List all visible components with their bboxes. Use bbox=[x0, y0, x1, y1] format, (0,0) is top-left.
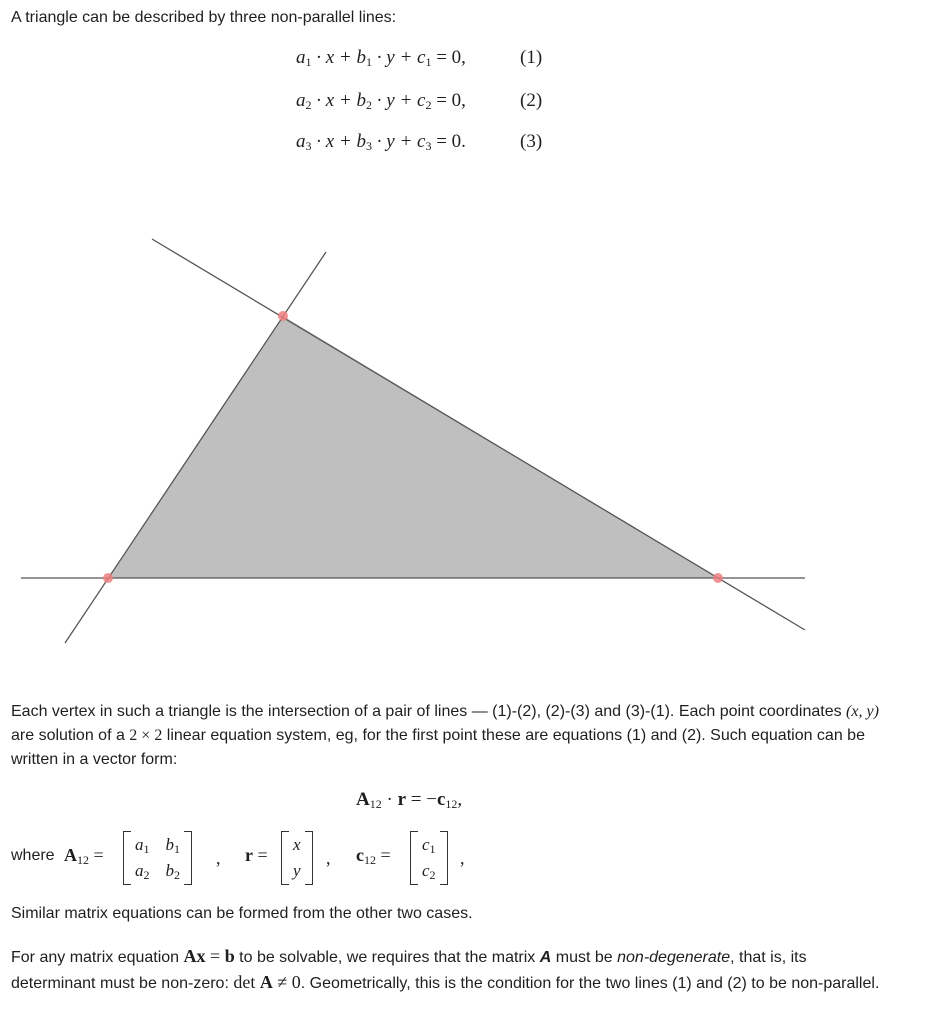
vertex-3 bbox=[713, 573, 723, 583]
where-label: where bbox=[11, 847, 55, 864]
triangle-figure bbox=[0, 230, 928, 650]
matrix-cell: $b_2$ bbox=[165, 861, 180, 882]
comma: , bbox=[216, 848, 221, 868]
comma: , bbox=[326, 848, 331, 868]
equation-2: $a_2 \cdot x + b_2 \cdot y + c_2 = 0$, bbox=[296, 90, 466, 112]
triangle-fill bbox=[108, 316, 718, 578]
paragraph-vertices: Each vertex in such a triangle is the intersection of a pair of lines — (1)-(2), (2)-(3) and (3)-(1). Each point coordinates (x, y) are solution of a 2 × 2 linear equation system, eg, for the first point these are equations (1) and (2). Such equation can be written in a vector form: bbox=[11, 703, 879, 768]
equation-number-3: (3) bbox=[520, 131, 543, 152]
matrix-A12 bbox=[123, 831, 192, 885]
vertex-1 bbox=[278, 311, 288, 321]
paragraph-similar: Similar matrix equations can be formed from the other two cases. bbox=[11, 905, 473, 922]
comma: , bbox=[460, 848, 465, 868]
matrix-cell: $a_2$ bbox=[135, 861, 150, 882]
paragraph-solvable: For any matrix equation Ax = b to be solvable, we requires that the matrix A must be non-degenerate, that is, its determinant must be non-zero: det A ≠ 0. Geometrically, this is the condition for the two lines (1) and (2) to be non-parallel. bbox=[11, 946, 880, 992]
vector-cell: $c_1$ bbox=[422, 835, 436, 856]
matrix-cell: $a_1$ bbox=[135, 835, 150, 856]
vector-cell: y bbox=[293, 861, 301, 880]
r-symbol: r = bbox=[245, 845, 268, 865]
vector-r bbox=[281, 831, 313, 885]
equation-number-2: (2) bbox=[520, 90, 543, 111]
A12-symbol: $A_{12}$ = bbox=[64, 845, 104, 867]
intro-text: A triangle can be described by three non-parallel lines: bbox=[11, 9, 397, 26]
matrix-cell: $b_1$ bbox=[165, 835, 180, 856]
vertex-2 bbox=[103, 573, 113, 583]
equation-3: $a_3 \cdot x + b_3 \cdot y + c_3 = 0$. bbox=[296, 131, 466, 153]
vector-c12 bbox=[410, 831, 448, 885]
vector-cell: x bbox=[293, 835, 301, 854]
c12-symbol: $c_{12}$ = bbox=[356, 845, 391, 867]
vector-equation: $A_{12} \cdot r = -c_{12}$, bbox=[356, 789, 463, 811]
vector-cell: $c_2$ bbox=[422, 861, 436, 882]
equation-1: $a_1 \cdot x + b_1 \cdot y + c_1 = 0$, bbox=[296, 47, 466, 69]
equation-number-1: (1) bbox=[520, 47, 543, 68]
